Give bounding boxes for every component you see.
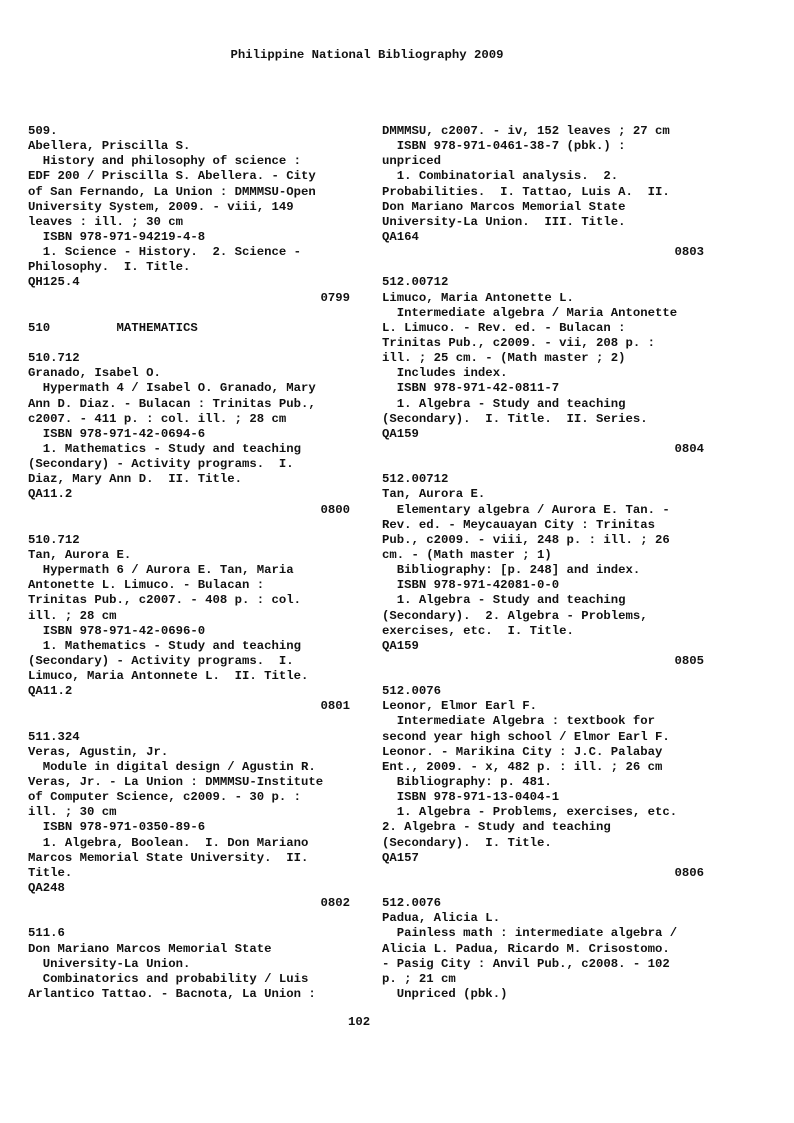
entry-line: 512.00712 bbox=[382, 275, 449, 290]
entry-line: Includes index. bbox=[382, 366, 508, 381]
left-column bbox=[28, 124, 350, 1002]
entry-line: History and philosophy of science : bbox=[28, 154, 302, 169]
entry-line: Alicia L. Padua, Ricardo M. Crisostomo. bbox=[382, 941, 670, 956]
entry-line: Module in digital design / Agustin R. bbox=[28, 759, 316, 774]
blank-line bbox=[28, 518, 350, 533]
entry-line: Probabilities. I. Tattao, Luis A. II. bbox=[382, 184, 670, 199]
entry-line: Title. bbox=[28, 865, 73, 880]
blank-line bbox=[28, 911, 350, 926]
entry-line: 509. bbox=[28, 124, 58, 138]
blank-line bbox=[28, 714, 350, 729]
entry-line: Trinitas Pub., c2009. - vii, 208 p. : bbox=[382, 335, 656, 350]
entry-line: University System, 2009. - viii, 149 bbox=[28, 199, 294, 214]
entry-line: Limuco, Maria Antonette L. bbox=[382, 290, 574, 305]
entry-line: Intermediate algebra / Maria Antonette bbox=[382, 305, 678, 320]
entry-line: Pub., c2009. - viii, 248 p. : ill. ; 26 bbox=[382, 532, 670, 547]
entry-number: 0805 bbox=[674, 653, 704, 668]
entry-line: EDF 200 / Priscilla S. Abellera. - City bbox=[28, 169, 316, 184]
entry-line: 1. Algebra, Boolean. I. Don Mariano bbox=[28, 835, 309, 850]
entry-line: University-La Union. bbox=[28, 956, 191, 971]
entry-line: 510.712 bbox=[28, 532, 80, 547]
entry-line: Bibliography: p. 481. bbox=[382, 775, 552, 790]
entry-line: QH125.4 bbox=[28, 275, 80, 290]
entry-line: c2007. - 411 p. : col. ill. ; 28 cm bbox=[28, 411, 287, 426]
entry-line: cm. - (Math master ; 1) bbox=[382, 547, 552, 562]
entry-line: Leonor. - Marikina City : J.C. Palabay bbox=[382, 744, 663, 759]
entry-number: 0801 bbox=[320, 699, 350, 714]
entry-line: QA248 bbox=[28, 881, 65, 896]
entry-line: ISBN 978-971-0350-89-6 bbox=[28, 820, 206, 835]
entry-line: 2. Algebra - Study and teaching bbox=[382, 820, 611, 835]
entry-line: ill. ; 25 cm. - (Math master ; 2) bbox=[382, 351, 626, 366]
entry-line: Hypermath 6 / Aurora E. Tan, Maria bbox=[28, 563, 294, 578]
entry-line: unpriced bbox=[382, 154, 442, 169]
entry-line: Unpriced (pbk.) bbox=[382, 987, 508, 1002]
entry-line: Hypermath 4 / Isabel O. Granado, Mary bbox=[28, 381, 316, 396]
entry-line: Don Mariano Marcos Memorial State bbox=[382, 199, 626, 214]
entry-line: ISBN 978-971-94219-4-8 bbox=[28, 229, 206, 244]
entry-line: second year high school / Elmor Earl F. bbox=[382, 729, 670, 744]
blank-line bbox=[28, 306, 350, 321]
entry-line: ISBN 978-971-13-0404-1 bbox=[382, 790, 560, 805]
entry-line: of San Fernando, La Union : DMMMSU-Open bbox=[28, 184, 316, 199]
entry-line: DMMMSU, c2007. - iv, 152 leaves ; 27 cm bbox=[382, 124, 670, 138]
entry-line: Veras, Jr. - La Union : DMMMSU-Institute bbox=[28, 775, 324, 790]
entry-line: 510 MATHEMATICS bbox=[28, 320, 198, 335]
entry-line: Combinatorics and probability / Luis bbox=[28, 971, 309, 986]
entry-line: Abellera, Priscilla S. bbox=[28, 139, 191, 154]
entry-line: 1. Algebra - Study and teaching bbox=[382, 396, 626, 411]
entry-line: leaves : ill. ; 30 cm bbox=[28, 214, 183, 229]
entry-line: Elementary algebra / Aurora E. Tan. - bbox=[382, 502, 670, 517]
entry-line: Granado, Isabel O. bbox=[28, 366, 161, 381]
entry-line: (Secondary) - Activity programs. I. bbox=[28, 457, 294, 472]
entry-line: Antonette L. Limuco. - Bulacan : bbox=[28, 578, 265, 593]
entry-line: 1. Combinatorial analysis. 2. bbox=[382, 169, 619, 184]
entry-number: 0806 bbox=[674, 865, 704, 880]
entry-line: ISBN 978-971-42-0694-6 bbox=[28, 426, 206, 441]
entry-line: QA159 bbox=[382, 638, 419, 653]
entry-line: Painless math : intermediate algebra / bbox=[382, 926, 678, 941]
entry-line: ISBN 978-971-0461-38-7 (pbk.) : bbox=[382, 139, 626, 154]
entry-line: ill. ; 28 cm bbox=[28, 608, 117, 623]
entry-line: L. Limuco. - Rev. ed. - Bulacan : bbox=[382, 320, 626, 335]
entry-line: University-La Union. III. Title. bbox=[382, 214, 626, 229]
entry-number: 0804 bbox=[674, 441, 704, 456]
entry-line: 511.6 bbox=[28, 926, 65, 941]
page-number: 102 bbox=[348, 1015, 371, 1029]
entry-line: of Computer Science, c2009. - 30 p. : bbox=[28, 790, 302, 805]
running-header: Philippine National Bibliography 2009 bbox=[230, 48, 504, 62]
entry-line: Ent., 2009. - x, 482 p. : ill. ; 26 cm bbox=[382, 759, 663, 774]
blank-line bbox=[382, 457, 704, 472]
entry-line: Marcos Memorial State University. II. bbox=[28, 850, 309, 865]
entry-number: 0799 bbox=[320, 290, 350, 305]
entry-line: - Pasig City : Anvil Pub., c2008. - 102 bbox=[382, 956, 670, 971]
entry-line: Intermediate Algebra : textbook for bbox=[382, 714, 656, 729]
entry-line: (Secondary). I. Title. II. Series. bbox=[382, 411, 648, 426]
entry-line: 1. Algebra - Problems, exercises, etc. bbox=[382, 805, 678, 820]
entry-line: Veras, Agustin, Jr. bbox=[28, 744, 169, 759]
entry-line: Ann D. Diaz. - Bulacan : Trinitas Pub., bbox=[28, 396, 316, 411]
entry-line: 512.0076 bbox=[382, 684, 442, 699]
blank-line bbox=[28, 336, 350, 351]
entry-line: 510.712 bbox=[28, 351, 80, 366]
entry-line: p. ; 21 cm bbox=[382, 971, 456, 986]
entry-line: (Secondary). 2. Algebra - Problems, bbox=[382, 608, 648, 623]
entry-line: QA157 bbox=[382, 850, 419, 865]
entry-number: 0802 bbox=[320, 896, 350, 911]
entry-line: QA164 bbox=[382, 229, 419, 244]
blank-line bbox=[382, 669, 704, 684]
entry-number: 0803 bbox=[674, 245, 704, 260]
entry-line: 512.0076 bbox=[382, 896, 442, 911]
entry-line: ISBN 978-971-42081-0-0 bbox=[382, 578, 560, 593]
entry-line: 1. Mathematics - Study and teaching bbox=[28, 441, 302, 456]
entry-line: Padua, Alicia L. bbox=[382, 911, 501, 926]
entry-line: 1. Mathematics - Study and teaching bbox=[28, 638, 302, 653]
entry-line: (Secondary). I. Title. bbox=[382, 835, 552, 850]
entry-line: 511.324 bbox=[28, 729, 80, 744]
entry-line: QA11.2 bbox=[28, 684, 73, 699]
entry-line: Arlantico Tattao. - Bacnota, La Union : bbox=[28, 987, 316, 1002]
entry-line: QA11.2 bbox=[28, 487, 73, 502]
entry-line: Rev. ed. - Meycauayan City : Trinitas bbox=[382, 517, 656, 532]
entry-line: 1. Algebra - Study and teaching bbox=[382, 593, 626, 608]
entry-line: ISBN 978-971-42-0811-7 bbox=[382, 381, 560, 396]
entry-line: Tan, Aurora E. bbox=[382, 487, 486, 502]
entry-line: Philosophy. I. Title. bbox=[28, 260, 191, 275]
entry-line: (Secondary) - Activity programs. I. bbox=[28, 653, 294, 668]
entry-line: Leonor, Elmor Earl F. bbox=[382, 699, 537, 714]
entry-line: exercises, etc. I. Title. bbox=[382, 623, 574, 638]
entry-line: ISBN 978-971-42-0696-0 bbox=[28, 623, 206, 638]
entry-line: Don Mariano Marcos Memorial State bbox=[28, 941, 272, 956]
blank-line bbox=[382, 260, 704, 275]
right-column bbox=[382, 124, 704, 1002]
entry-number: 0800 bbox=[320, 502, 350, 517]
entry-line: Diaz, Mary Ann D. II. Title. bbox=[28, 472, 243, 487]
entry-line: QA159 bbox=[382, 426, 419, 441]
entry-line: 512.00712 bbox=[382, 472, 449, 487]
entry-line: 1. Science - History. 2. Science - bbox=[28, 245, 302, 260]
entry-line: Limuco, Maria Antonnete L. II. Title. bbox=[28, 669, 309, 684]
entry-line: Bibliography: [p. 248] and index. bbox=[382, 563, 641, 578]
entry-line: Trinitas Pub., c2007. - 408 p. : col. bbox=[28, 593, 302, 608]
entry-line: ill. ; 30 cm bbox=[28, 805, 117, 820]
entry-line: Tan, Aurora E. bbox=[28, 547, 132, 562]
blank-line bbox=[382, 881, 704, 896]
